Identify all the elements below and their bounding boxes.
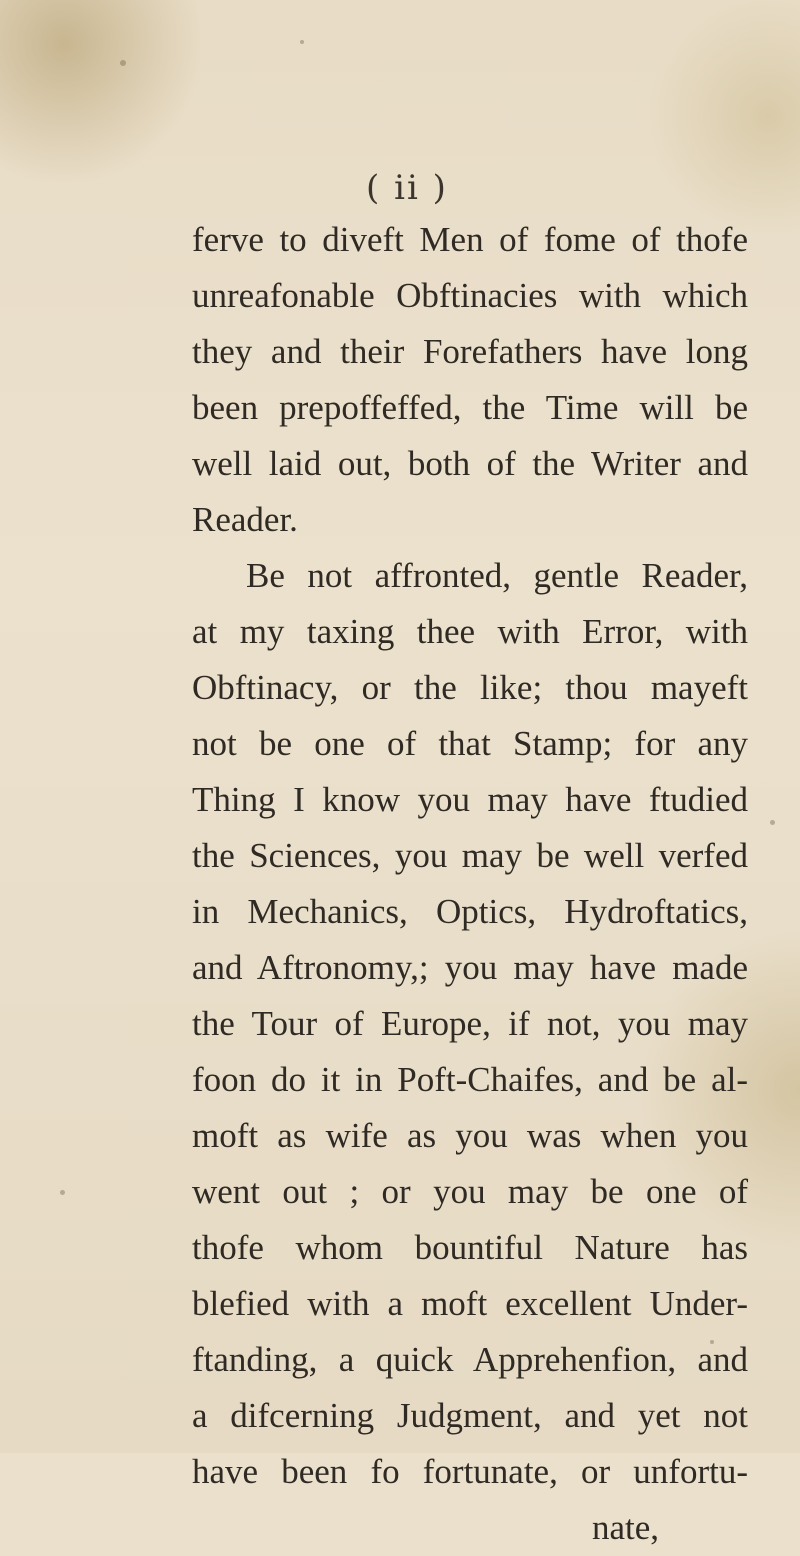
text-line: have been fo fortunate, or unfortu-: [192, 1452, 748, 1491]
text-line: Reader.: [192, 500, 298, 539]
text-line: the Tour of Europe, if not, you may: [192, 1004, 748, 1043]
text-line: and Aftronomy,; you may have made: [192, 948, 748, 987]
text-line: blefied with a moft excellent Under-: [192, 1284, 748, 1323]
text-line: not be one of that Stamp; for any: [192, 724, 748, 763]
text-line: went out ; or you may be one of: [192, 1172, 748, 1211]
text-line: the Sciences, you may be well verfed: [192, 836, 748, 875]
paper-speck: [120, 60, 126, 66]
text-line: Obftinacy, or the like; thou mayeft: [192, 668, 748, 707]
text-line: ferve to diveft Men of fome of thofe: [192, 220, 748, 259]
text-line: ftanding, a quick Apprehenfion, and: [192, 1340, 748, 1379]
text-line: a difcerning Judgment, and yet not: [192, 1396, 748, 1435]
text-line: in Mechanics, Optics, Hydroftatics,: [192, 892, 748, 931]
paper-speck: [770, 820, 775, 825]
page-number: ( ii ): [366, 168, 448, 208]
text-line: at my taxing thee with Error, with: [192, 612, 748, 651]
text-line: unreafonable Obftinacies with which: [192, 276, 748, 315]
text-line: Thing I know you may have ftudied: [192, 780, 748, 819]
text-line: Be not affronted, gentle Reader,: [246, 556, 748, 595]
catchword: nate,: [592, 1508, 660, 1547]
text-line: moft as wife as you was when you: [192, 1116, 748, 1155]
text-line: been prepoffeffed, the Time will be: [192, 388, 748, 427]
body-text: [192, 212, 748, 1556]
text-line: thofe whom bountiful Nature has: [192, 1228, 748, 1267]
text-line: they and their Forefathers have long: [192, 332, 748, 371]
paper-speck: [60, 1190, 65, 1195]
text-line: well laid out, both of the Writer and: [192, 444, 748, 483]
text-line: foon do it in Poft-Chaifes, and be al-: [192, 1060, 748, 1099]
paper-speck: [300, 40, 304, 44]
